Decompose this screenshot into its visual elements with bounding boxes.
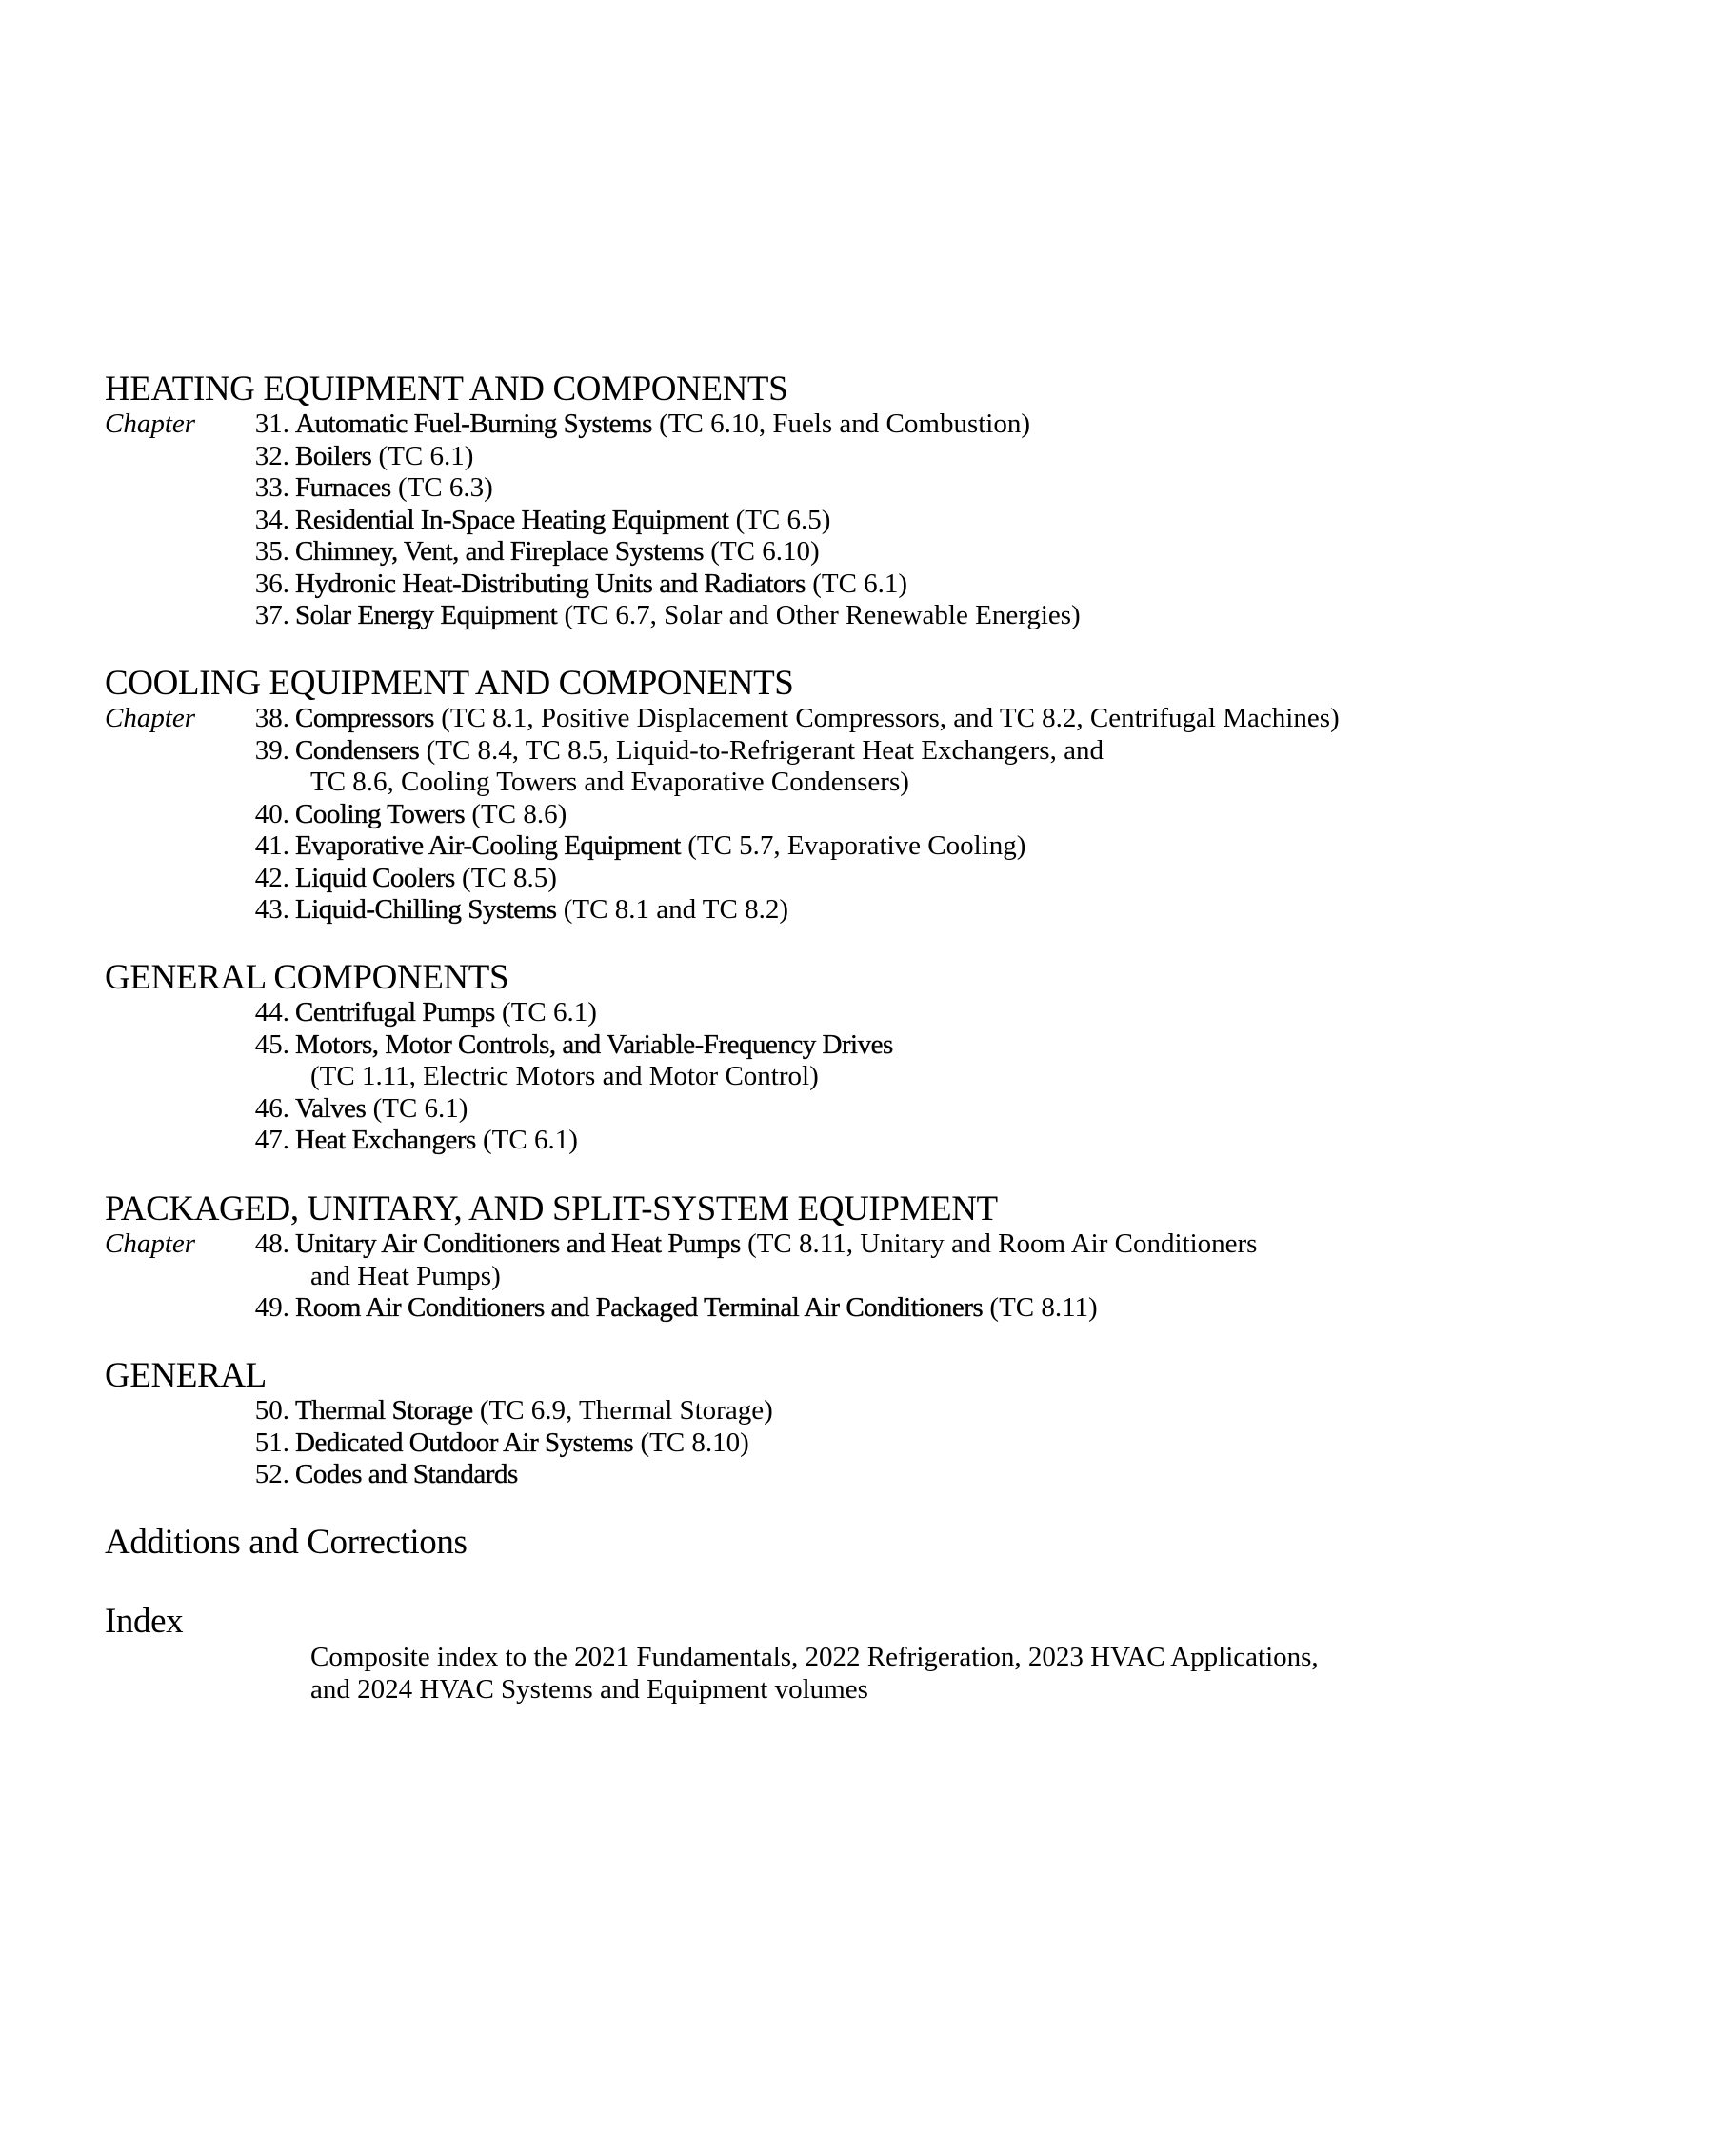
toc-entry[interactable] (105, 409, 1628, 441)
section-general (105, 1357, 1628, 1491)
chapter-title: Valves (295, 1092, 367, 1124)
chapter-committee: (TC 8.6) (465, 798, 567, 829)
chapter-title: Residential In-Space Heating Equipment (295, 504, 729, 535)
chapter-number: 35. (254, 536, 289, 567)
chapter-number: 33. (254, 472, 289, 503)
toc-entry[interactable] (105, 1029, 1628, 1062)
chapter-committee: (TC 8.4, TC 8.5, Liquid-to-Refrigerant Heat Exchangers, and (419, 734, 1104, 766)
chapter-committee: (TC 8.1 and TC 8.2) (556, 894, 789, 925)
chapter-committee: (TC 8.1, Positive Displacement Compressors, and TC 8.2, Centrifugal Machines) (433, 703, 1340, 733)
chapter-label: Chapter (105, 703, 196, 733)
toc-entry[interactable] (105, 441, 1628, 473)
chapter-committee: (TC 6.5) (728, 504, 831, 535)
chapter-committee-continued: TC 8.6, Cooling Towers and Evaporative Condensers) (310, 767, 909, 797)
chapter-title: Centrifugal Pumps (295, 997, 495, 1028)
index-description (310, 1641, 1319, 1706)
chapter-committee: (TC 6.7, Solar and Other Renewable Energies) (557, 600, 1081, 630)
chapter-number: 52. (254, 1459, 289, 1489)
toc-entry[interactable] (105, 1292, 1628, 1325)
chapter-number: 41. (254, 830, 289, 861)
chapter-title: Liquid-Chilling Systems (295, 894, 557, 925)
chapter-number: 32. (254, 440, 289, 471)
chapter-number: 44. (254, 997, 289, 1028)
chapter-committee: (TC 6.1) (366, 1092, 468, 1124)
chapter-title: Dedicated Outdoor Air Systems (295, 1427, 634, 1458)
chapter-title: Chimney, Vent, and Fireplace Systems (295, 536, 705, 567)
toc-entry[interactable] (105, 703, 1628, 735)
toc-entry[interactable] (105, 799, 1628, 831)
toc-entry-continuation (105, 767, 1628, 799)
toc-entry[interactable] (105, 830, 1628, 863)
chapter-number: 47. (254, 1125, 289, 1155)
chapter-title: Boilers (295, 440, 372, 471)
chapter-number: 43. (254, 894, 289, 925)
chapter-number: 49. (254, 1292, 289, 1323)
chapter-committee: (TC 6.1) (494, 997, 597, 1028)
chapter-committee: (TC 8.5) (454, 862, 557, 893)
chapter-title: Motors, Motor Controls, and Variable-Frequency Drives (295, 1028, 893, 1060)
chapter-committee: (TC 6.10) (704, 536, 820, 567)
additions-heading[interactable]: Additions and Corrections (105, 1523, 468, 1562)
chapter-committee: (TC 5.7, Evaporative Cooling) (680, 830, 1026, 861)
toc-entry[interactable] (105, 600, 1628, 632)
toc-entry[interactable] (105, 505, 1628, 537)
section-heading: HEATING EQUIPMENT AND COMPONENTS (105, 369, 788, 409)
chapter-committee: (TC 6.10, Fuels and Combustion) (651, 409, 1031, 439)
section-heating (105, 370, 1628, 632)
section-heading: GENERAL COMPONENTS (105, 958, 509, 997)
chapter-committee: (TC 6.9, Thermal Storage) (472, 1395, 773, 1426)
index-description-line: and 2024 HVAC Systems and Equipment volumes (310, 1674, 868, 1705)
section-index (105, 1602, 1628, 1705)
chapter-number: 45. (254, 1028, 289, 1060)
chapter-committee: (TC 8.11, Unitary and Room Air Conditioners (740, 1228, 1258, 1259)
chapter-title: Evaporative Air-Cooling Equipment (295, 830, 681, 861)
toc-entry[interactable] (105, 1093, 1628, 1126)
toc-entry[interactable] (105, 1427, 1628, 1460)
chapter-title: Thermal Storage (295, 1395, 473, 1426)
section-additions (105, 1524, 1628, 1562)
chapter-title: Room Air Conditioners and Packaged Terminal Air Conditioners (295, 1292, 984, 1323)
chapter-number: 50. (254, 1395, 289, 1426)
chapter-number: 39. (254, 734, 289, 766)
toc-entry[interactable] (105, 735, 1628, 768)
chapter-committee-continued: (TC 1.11, Electric Motors and Motor Control) (310, 1061, 819, 1091)
chapter-committee: (TC 6.1) (371, 440, 474, 471)
chapter-title: Automatic Fuel-Burning Systems (295, 409, 652, 439)
chapter-title: Condensers (295, 734, 420, 766)
index-heading[interactable]: Index (105, 1602, 184, 1641)
toc-entry[interactable] (105, 1228, 1628, 1261)
toc-entry[interactable] (105, 1395, 1628, 1427)
chapter-committee: (TC 6.1) (805, 568, 908, 599)
chapter-number: 34. (254, 504, 289, 535)
chapter-number: 31. (254, 409, 289, 439)
chapter-title: Hydronic Heat-Distributing Units and Radiators (295, 568, 806, 599)
chapter-label: Chapter (105, 1228, 196, 1259)
chapter-title: Furnaces (295, 472, 391, 503)
chapter-title: Unitary Air Conditioners and Heat Pumps (295, 1228, 741, 1259)
chapter-number: 37. (254, 600, 289, 630)
toc-entry[interactable] (105, 1459, 1628, 1491)
chapter-title: Compressors (295, 703, 434, 733)
chapter-number: 46. (254, 1092, 289, 1124)
chapter-committee: (TC 6.1) (475, 1125, 578, 1155)
chapter-committee-continued: and Heat Pumps) (310, 1260, 501, 1291)
chapter-title: Liquid Coolers (295, 862, 455, 893)
toc-entry[interactable] (105, 894, 1628, 927)
chapter-committee: (TC 6.3) (390, 472, 493, 503)
toc-entry[interactable] (105, 997, 1628, 1029)
chapter-number: 38. (254, 703, 289, 733)
section-heading: PACKAGED, UNITARY, AND SPLIT-SYSTEM EQUIPMENT (105, 1189, 998, 1228)
chapter-number: 36. (254, 568, 289, 599)
toc-entry-continuation (105, 1061, 1628, 1093)
section-packaged (105, 1190, 1628, 1325)
toc-entry[interactable] (105, 569, 1628, 601)
chapter-number: 42. (254, 862, 289, 893)
section-heading: GENERAL (105, 1356, 267, 1395)
chapter-committee: (TC 8.10) (633, 1427, 749, 1458)
toc-entry[interactable] (105, 1125, 1628, 1157)
chapter-number: 40. (254, 798, 289, 829)
toc-entry-continuation (105, 1261, 1628, 1293)
chapter-committee: (TC 8.11) (983, 1292, 1098, 1323)
toc-entry[interactable] (105, 863, 1628, 895)
section-cooling (105, 665, 1628, 927)
toc-entry[interactable] (105, 472, 1628, 505)
chapter-label: Chapter (105, 409, 196, 439)
chapter-number: 51. (254, 1427, 289, 1458)
chapter-title: Codes and Standards (295, 1459, 518, 1489)
toc-entry[interactable] (105, 536, 1628, 569)
index-description-line: Composite index to the 2021 Fundamentals, 2022 Refrigeration, 2023 HVAC Applications, (310, 1642, 1319, 1672)
section-general-components (105, 959, 1628, 1157)
section-heading: COOLING EQUIPMENT AND COMPONENTS (105, 664, 794, 703)
chapter-title: Heat Exchangers (295, 1125, 476, 1155)
chapter-title: Cooling Towers (295, 798, 466, 829)
chapter-number: 48. (254, 1228, 289, 1259)
chapter-title: Solar Energy Equipment (295, 600, 558, 630)
